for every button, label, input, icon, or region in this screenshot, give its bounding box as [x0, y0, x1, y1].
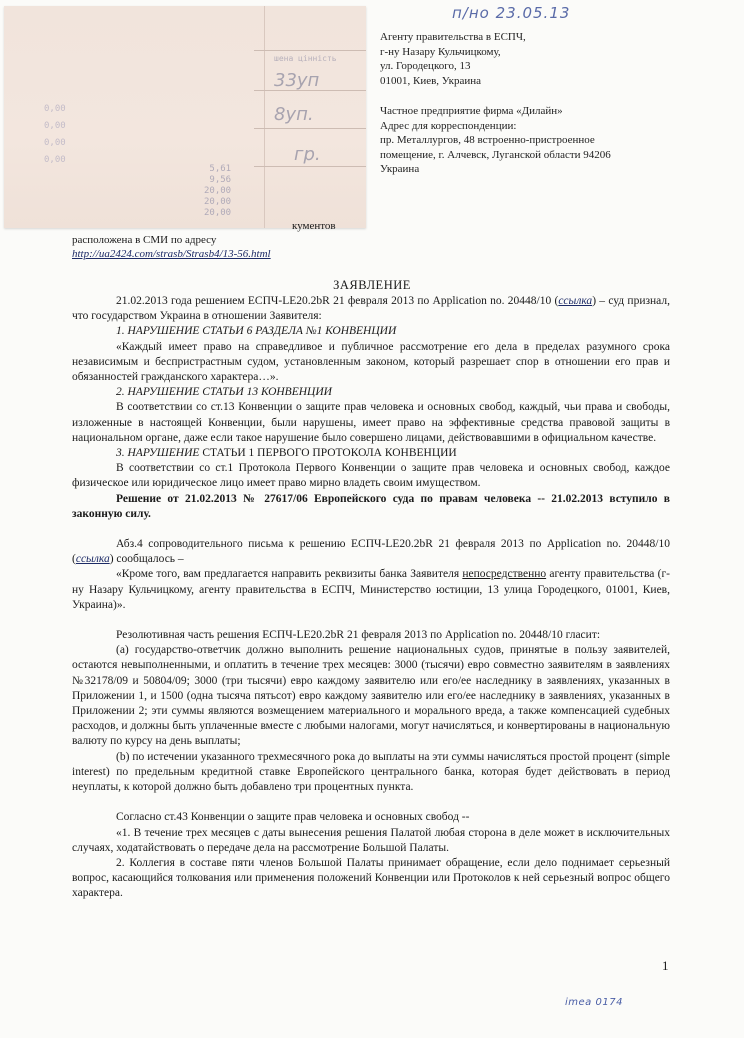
slip-handwritten-mark: гр. — [294, 144, 321, 165]
spacer — [72, 795, 670, 810]
section-heading: 1. НАРУШЕНИЕ СТАТЬИ 6 РАЗДЕЛА №1 КОНВЕНЦИИ — [116, 325, 397, 338]
source-link[interactable]: ссылка — [558, 295, 593, 307]
bold-paragraph: Решение от 21.02.2013 № 27617/06 Европейского суда по правам человека -- 21.02.2013 вступило в законную силу. — [72, 492, 670, 520]
slip-amounts-right — [204, 164, 231, 219]
slip-amount: 20,00 — [204, 197, 232, 207]
postal-receipt-slip — [4, 6, 366, 228]
slip-row-line — [254, 128, 366, 129]
sender-line: помещение, г. Алчевск, Луганской области 94206 — [380, 148, 611, 161]
recipient-line: Агенту правительства в ЕСПЧ, — [380, 31, 526, 43]
spacer — [72, 613, 670, 628]
page-number: 1 — [662, 958, 669, 973]
paragraph-text: «Кроме того, вам предлагается направить реквизиты банка Заявителя — [116, 568, 463, 581]
paragraph-text: ) сообщалось – — [109, 553, 184, 566]
paragraph: Резолютивная часть решения ЕСПЧ-LE20.2bR 21 февраля 2013 по Application no. 20448/10 гласит: — [116, 629, 601, 642]
paragraph — [72, 294, 670, 324]
sender-line: Адрес для корреспонденции: — [380, 119, 517, 132]
slip-column-rule — [264, 6, 265, 228]
paragraph: (b) по истечении указанного трехмесячного рока до выплаты на эти суммы начисляться простой процент (simple interest) по предельным кредитной ставке Европейского центрального банка, которая будет действовать в период неуплаты, к которой должно быть добавлено три процентных пункта. — [72, 750, 670, 794]
sender-line: Частное предприятие фирма «Дилайн» — [380, 105, 563, 117]
handwritten-footer-note: imea 0174 — [565, 997, 623, 1008]
document-body — [72, 294, 670, 902]
paragraph: (а) государство-ответчик должно выполнить решение национальных судов, принятые в пользу заявителей, остаются невыполненными, и оплатить в течение трех месяцев: 3000 (тысячи) евро совместно заявителям в заявлениях №32178/09 и 50804/09; 3000 (три тысячи) евро каждому заявителю или его/ее наследнику в заявлениях, указанных в Приложении 1, и 1500 (одна тысяча пятьсот) евро каждому заявителю или его/ее наследнику в заявлениях, указанных в Приложении 2; эти суммы являются возмещением материального и морального вреда, а также компенсацией судебных расходов, и должны быть уплаченные вместе с любыми налогами, могут начисляться, и конвертированы в национальную валюту по курсу на день выплаты; — [72, 644, 670, 748]
sender-address — [380, 104, 611, 177]
section-heading: 2. НАРУШЕНИЕ СТАТЬИ 13 КОНВЕНЦИИ — [116, 386, 332, 399]
recipient-line: г-ну Назару Кульчицкому, — [380, 45, 501, 58]
spacer — [72, 522, 670, 537]
heading-italic-part: 3. НАРУШЕНИЕ — [116, 447, 200, 460]
paragraph-text: ) – суд признал, что государством Украина в отношении Заявителя: — [72, 295, 671, 323]
slip-amount: 9,56 — [209, 175, 232, 185]
slip-amount: 0,00 — [44, 155, 66, 165]
partially-covered-text: кументов — [292, 220, 336, 232]
paragraph-text: Абз.4 сопроводительного письма к решению ЕСПЧ-LE20.2bR 21 февраля 2013 по Application no. 20448/10 ( — [72, 538, 670, 566]
paragraph: В соответствии со ст.1 Протокола Первого Конвенции о защите прав человека и основных свобод, каждое физическое или юридическое лицо имеет право мирно владеть своим имуществом. — [72, 462, 670, 490]
slip-row-line — [254, 50, 366, 51]
paragraph: Согласно ст.43 Конвенции о защите прав человека и основных свобод -- — [116, 811, 470, 824]
source-link[interactable]: ссылка — [75, 553, 110, 566]
slip-amount: 0,00 — [44, 121, 66, 131]
section-heading — [72, 446, 670, 461]
slip-amounts-left — [44, 101, 66, 169]
slip-amount: 20,00 — [204, 208, 232, 218]
slip-row-line — [254, 166, 366, 167]
publication-link[interactable]: http://ua2424.com/strasb/Strasb4/13-56.html — [72, 248, 271, 260]
slip-header-fragment: шена цінність — [274, 54, 337, 63]
sender-line: Украина — [380, 163, 420, 175]
paragraph — [72, 567, 670, 613]
underlined-word: непосредственно — [462, 568, 547, 581]
publication-line: расположена в СМИ по адресу — [72, 234, 217, 246]
slip-amount: 0,00 — [44, 104, 66, 114]
paragraph-text: агенту правительства (г-ну Назару Кульчицкому, агенту правительства в ЕСПЧ, Министерство юстиции, 13 улица Городецкого, 01001, Киев, Украина)». — [72, 568, 670, 611]
handwritten-received-note: п/но 23.05.13 — [452, 4, 571, 22]
sender-line: пр. Металлургов, 48 встроенно-пристроенное — [380, 134, 595, 146]
paragraph: В соответствии со ст.13 Конвенции о защите прав человека и основных свобод, каждый, чьи права и свободы, изложенные в настоящей Конвенции, были нарушены, имеет право на эффективные средства правовой защиты в национальном органе, даже если такое нарушение было совершено лицами, действовавшими в официальном качестве. — [72, 401, 670, 444]
recipient-line: ул. Городецкого, 13 — [380, 60, 471, 72]
paragraph: «Каждый имеет право на справедливое и публичное рассмотрение его дела в пределах разумного срока независимым и беспристрастным судом, установленным законом, который разрешает спор в отношении его прав и обязанностей гражданского характера…». — [72, 340, 670, 384]
slip-amount: 20,00 — [204, 186, 232, 196]
paragraph — [72, 537, 670, 567]
paragraph: «1. В течение трех месяцев с даты вынесения решения Палатой любая сторона в деле может в исключительных случаях, ходатайствовать о передаче дела на рассмотрение Большой Палаты. — [72, 826, 670, 854]
paragraph: 2. Коллегия в составе пяти членов Большой Палаты принимает обращение, если дело поднимает серьезный вопрос, касающийся толкования или применения положений Конвенции или Протоколов к ней серьезный вопрос общего характера. — [72, 856, 670, 900]
publication-reference — [72, 219, 336, 261]
slip-amount: 5,61 — [209, 164, 232, 174]
recipient-line: 01001, Киев, Украина — [380, 74, 482, 87]
slip-handwritten-mark: 8уп. — [274, 104, 314, 125]
slip-amount: 0,00 — [44, 138, 66, 148]
recipient-address — [380, 30, 526, 88]
heading-normal-part: СТАТЬИ 1 ПЕРВОГО ПРОТОКОЛА КОНВЕНЦИИ — [199, 447, 457, 460]
document-title: ЗАЯВЛЕНИЕ — [333, 278, 411, 292]
slip-handwritten-mark: 33уп — [274, 70, 320, 91]
paragraph-text: 21.02.2013 года решением ЕСПЧ-LE20.2bR 21 февраля 2013 по Application no. 20448/10 ( — [116, 295, 559, 307]
